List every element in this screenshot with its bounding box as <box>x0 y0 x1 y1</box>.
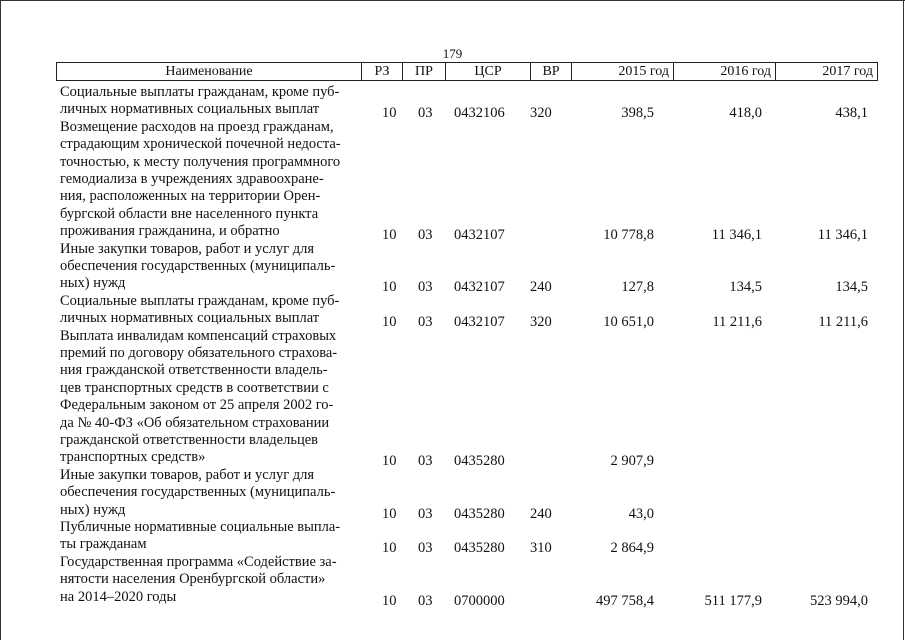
header-name: Наименование <box>57 63 362 81</box>
row-csr: 0432106 <box>454 105 505 122</box>
row-csr: 0700000 <box>454 592 505 609</box>
row-2017: 134,5 <box>835 279 868 296</box>
page-number: 179 <box>442 46 463 61</box>
row-name <box>60 519 360 554</box>
header-csr: ЦСР <box>446 63 531 81</box>
row-name-line: на 2014–2020 годы <box>60 588 177 605</box>
table-row <box>0 240 905 296</box>
row-name-line: Выплата инвалидам компенсаций страховых <box>60 327 337 344</box>
row-name-line: личных нормативных социальных выплат <box>60 101 320 118</box>
row-csr: 0435280 <box>454 505 505 522</box>
row-2015: 10 778,8 <box>603 227 654 244</box>
row-rz: 10 <box>382 105 397 122</box>
row-pr: 03 <box>418 227 433 244</box>
row-name <box>60 293 360 328</box>
row-vr: 320 <box>530 105 552 122</box>
row-name-line: Возмещение расходов на проезд гражданам, <box>60 118 334 135</box>
row-2015: 127,8 <box>621 279 654 296</box>
row-vr: 320 <box>530 314 552 331</box>
row-name-line: гемодиализа в учреждениях здравоохране- <box>60 171 324 188</box>
table-row <box>0 553 905 609</box>
row-vr: 240 <box>530 279 552 296</box>
row-csr: 0432107 <box>454 279 505 296</box>
row-name-line: Иные закупки товаров, работ и услуг для <box>60 240 315 257</box>
row-pr: 03 <box>418 505 433 522</box>
row-rz: 10 <box>382 453 397 470</box>
row-2016: 134,5 <box>729 279 762 296</box>
row-csr: 0432107 <box>454 314 505 331</box>
row-2016: 11 346,1 <box>711 227 762 244</box>
row-pr: 03 <box>418 540 433 557</box>
row-name-line: личных нормативных социальных выплат <box>60 310 320 327</box>
row-2016: 11 211,6 <box>712 314 762 331</box>
row-rz: 10 <box>382 227 397 244</box>
row-csr: 0435280 <box>454 540 505 557</box>
table-row <box>0 84 905 122</box>
row-name-line: ты гражданам <box>60 536 147 553</box>
header-rz: РЗ <box>362 63 403 81</box>
row-name <box>60 241 360 293</box>
row-rz: 10 <box>382 540 397 557</box>
row-name-line: страдающим хронической почечной недоста- <box>60 136 341 153</box>
row-name-line: точностью, к месту получения программного <box>60 153 341 170</box>
row-2017: 11 346,1 <box>817 227 868 244</box>
row-name <box>60 554 360 606</box>
row-rz: 10 <box>382 314 397 331</box>
table-row <box>0 519 905 557</box>
row-name-line: Социальные выплаты гражданам, кроме пуб- <box>60 292 340 309</box>
row-name-line: обеспечения государственных (муниципаль- <box>60 484 336 501</box>
row-2015: 10 651,0 <box>603 314 654 331</box>
row-csr: 0432107 <box>454 227 505 244</box>
row-name-line: ния, расположенных на территории Орен- <box>60 188 321 205</box>
row-name-line: ния гражданской ответственности владель- <box>60 362 328 379</box>
row-2016: 511 177,9 <box>704 592 762 609</box>
row-name-line: Иные закупки товаров, работ и услуг для <box>60 466 315 483</box>
row-name-line: бургской области вне населенного пункта <box>60 205 319 222</box>
row-2017: 523 994,0 <box>810 592 868 609</box>
row-rz: 10 <box>382 505 397 522</box>
row-2017: 11 211,6 <box>818 314 868 331</box>
row-name-line: премий по договору обязательного страхова- <box>60 345 338 361</box>
row-vr: 310 <box>530 540 552 557</box>
row-name-line: Публичные нормативные социальные выпла- <box>60 519 341 535</box>
header-2015: 2015 год <box>572 63 674 81</box>
header-2017: 2017 год <box>776 63 878 81</box>
row-pr: 03 <box>418 592 433 609</box>
table-header <box>56 62 878 81</box>
row-vr: 240 <box>530 505 552 522</box>
row-2017: 438,1 <box>835 105 868 122</box>
row-name <box>60 84 360 119</box>
row-2015: 497 758,4 <box>596 592 654 609</box>
header-pr: ПР <box>403 63 446 81</box>
scan-border-top <box>0 0 905 1</box>
table-row <box>0 327 905 470</box>
row-rz: 10 <box>382 592 397 609</box>
header-2016: 2016 год <box>674 63 776 81</box>
row-pr: 03 <box>418 279 433 296</box>
row-name-line: Социальные выплаты гражданам, кроме пуб- <box>60 84 340 100</box>
row-name-line: нятости населения Оренбургской области» <box>60 571 326 588</box>
row-2015: 398,5 <box>621 105 654 122</box>
row-2015: 2 907,9 <box>610 453 654 470</box>
row-name-line: транспортных средств» <box>60 449 206 466</box>
row-name-line: проживания гражданина, и обратно <box>60 223 280 240</box>
table-row <box>0 118 905 244</box>
row-name <box>60 328 360 467</box>
row-name-line: Государственная программа «Содействие за- <box>60 553 337 570</box>
row-pr: 03 <box>418 453 433 470</box>
row-name-line: гражданской ответственности владельцев <box>60 432 318 449</box>
row-name-line: Федеральным законом от 25 апреля 2002 го- <box>60 397 334 414</box>
row-name <box>60 119 360 241</box>
header-vr: ВР <box>531 63 572 81</box>
row-csr: 0435280 <box>454 453 505 470</box>
row-name-line: цев транспортных средств в соответствии с <box>60 379 329 396</box>
row-name-line: да № 40-ФЗ «Об обязательном страховании <box>60 414 330 431</box>
row-2015: 43,0 <box>628 505 654 522</box>
row-name-line: обеспечения государственных (муниципаль- <box>60 258 336 274</box>
row-name-line: ных) нужд <box>60 501 126 518</box>
row-pr: 03 <box>418 314 433 331</box>
row-2015: 2 864,9 <box>610 540 654 557</box>
table-row <box>0 292 905 331</box>
row-name <box>60 467 360 519</box>
table-row <box>0 466 905 522</box>
row-2016: 418,0 <box>729 105 762 122</box>
row-name-line: ных) нужд <box>60 275 126 292</box>
row-pr: 03 <box>418 105 433 122</box>
row-rz: 10 <box>382 279 397 296</box>
